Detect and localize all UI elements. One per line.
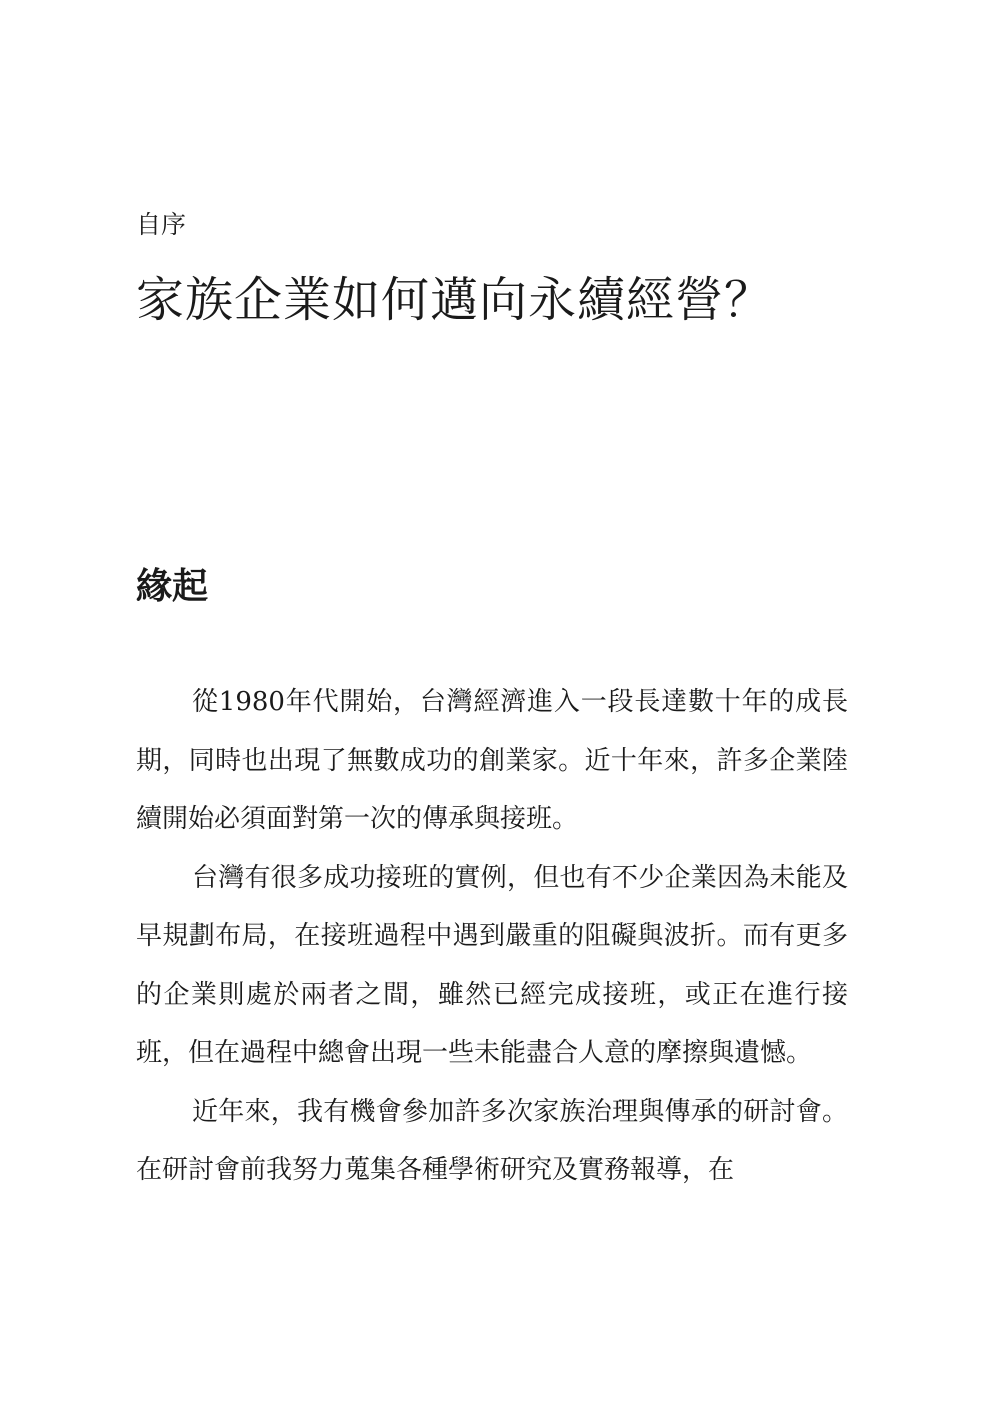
paragraph: 從1980年代開始，台灣經濟進入一段長達數十年的成長期，同時也出現了無數成功的創業家。近十年來，許多企業陸續開始必須面對第一次的傳承與接班。 <box>136 687 848 834</box>
chapter-title: 家族企業如何邁向永續經營？ <box>136 272 774 328</box>
preface-label: 自序 <box>136 210 187 239</box>
body-text <box>136 673 848 1200</box>
paragraph: 近年來，我有機會參加許多次家族治理與傳承的研討會。在研討會前我努力蒐集各種學術研究及實務報導，在 <box>136 1096 848 1185</box>
section-heading: 緣起 <box>136 566 209 607</box>
paragraph: 台灣有很多成功接班的實例，但也有不少企業因為未能及早規劃布局，在接班過程中遇到嚴重的阻礙與波折。而有更多的企業則處於兩者之間，雖然已經完成接班，或正在進行接班，但在過程中總會出現一些未能盡合人意的摩擦與遺憾。 <box>136 862 848 1068</box>
